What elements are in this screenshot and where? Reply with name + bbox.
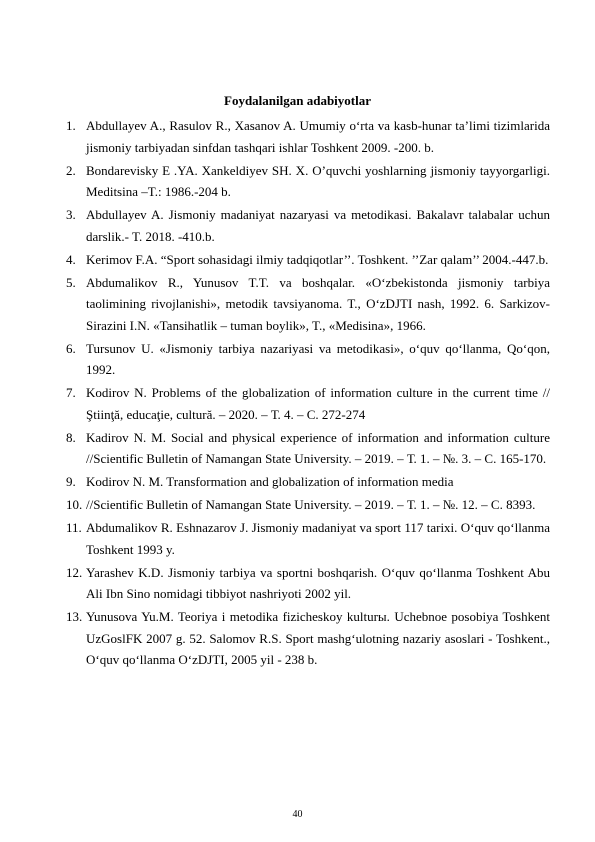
list-item xyxy=(66,471,550,493)
list-item xyxy=(66,382,550,425)
list-item xyxy=(66,427,550,470)
reference-text: Tursunov U. «Jismoniy tarbiya nazariyasi va metodikasi», o‘quv qo‘llanma, Qo‘qon, 1992. xyxy=(86,340,550,377)
reference-number: 5. xyxy=(66,274,76,290)
reference-list xyxy=(66,115,550,671)
list-item xyxy=(66,606,550,671)
reference-number: 12. xyxy=(66,564,83,580)
list-item xyxy=(66,160,550,203)
reference-text: Kodirov N. M. Transformation and globalization of information media xyxy=(86,474,454,489)
list-item xyxy=(66,204,550,247)
reference-text: //Scientific Bulletin of Namangan State University. – 2019. – Т. 1. – №. 12. – С. 8393. xyxy=(86,497,536,512)
reference-number: 3. xyxy=(66,207,76,222)
page-number: 40 xyxy=(292,809,303,820)
reference-text: Kodirov N. Problems of the globalization of information culture in the current time //Ştiinţă, educaţie, cultură. – 2020. – Т. 4. – С. 272-274 xyxy=(86,385,550,422)
reference-number: 10. xyxy=(66,497,83,512)
reference-text: Abdullayev A. Jismoniy madaniyat nazaryasi va metodikasi. Bakalavr talabalar uchun darslik.- T. 2018. -410.b. xyxy=(86,207,550,244)
reference-number: 8. xyxy=(66,429,76,445)
reference-text: Bondarevisky E .YA. Xankeldiyev SH. X. O’quvchi yoshlarning jismoniy tayyorgarligi. Meditsina –T.: 1986.-204 b. xyxy=(86,162,550,199)
list-item xyxy=(66,249,550,271)
reference-number: 4. xyxy=(66,251,76,267)
reference-number: 9. xyxy=(66,474,76,489)
reference-number: 11. xyxy=(66,520,82,535)
reference-number: 6. xyxy=(66,340,76,356)
reference-text: Abdullayev A., Rasulov R., Xasanov A. Umumiy o‘rta va kasb-hunar ta’limi tizimlarida jismoniy tarbiyadan sinfdan tashqari ishlar Toshkent 2009. -200. b. xyxy=(86,118,550,155)
reference-number: 13. xyxy=(66,609,83,624)
list-item xyxy=(66,115,550,158)
reference-text: Kerimov F.A. “Sport sohasidagi ilmiy tadqiqotlar’’. Toshkent. ’’Zar qalam’’ 2004.-447.b. xyxy=(86,251,549,267)
reference-number: 2. xyxy=(66,162,76,178)
reference-text: Yarashev K.D. Jismoniy tarbiya va sportni boshqarish. O‘quv qo‘llanma Toshkent Abu Ali Ibn Sino nomidagi tibbiyot nashriyoti 2002 yil. xyxy=(86,564,550,601)
reference-text: Abdumalikov R., Yunusov T.T. va boshqalar. «O‘zbekistonda jismoniy tarbiya taolimining rivojlanishi», metodik tavsiyanoma. T., O‘zDJTI nash, 1992. 6. Sarkizov-Sirazini I.N. «Tansihatlik – tuman boylik», T., «Medisina», 1966. xyxy=(86,274,550,333)
reference-text: Kadirov N. M. Social and physical experience of information and information culture //Scientific Bulletin of Namangan State University. – 2019. – Т. 1. – №. 3. – С. 165-170. xyxy=(86,429,550,466)
page-title: Foydalanilgan adabiyotlar xyxy=(224,93,371,108)
list-item xyxy=(66,517,550,560)
reference-number: 1. xyxy=(66,118,76,133)
list-item xyxy=(66,338,550,381)
list-item xyxy=(66,272,550,337)
list-item xyxy=(66,494,550,516)
reference-text: Abdumalikov R. Eshnazarov J. Jismoniy madaniyat va sport 117 tarixi. O‘quv qo‘llanma Toshkent 1993 y. xyxy=(86,520,550,557)
list-item xyxy=(66,562,550,605)
reference-number: 7. xyxy=(66,385,76,400)
reference-text: Yunusova Yu.M. Teoriya i metodika fizicheskoy kulturы. Uchebnoe posobiya Toshkent UzGoslFK 2007 g. 52. Salomov R.S. Sport mashg‘ulotning nazariy asoslari - Toshkent., O‘quv qo‘llanma O‘zDJTI, 2005 yil - 238 b. xyxy=(86,609,550,667)
